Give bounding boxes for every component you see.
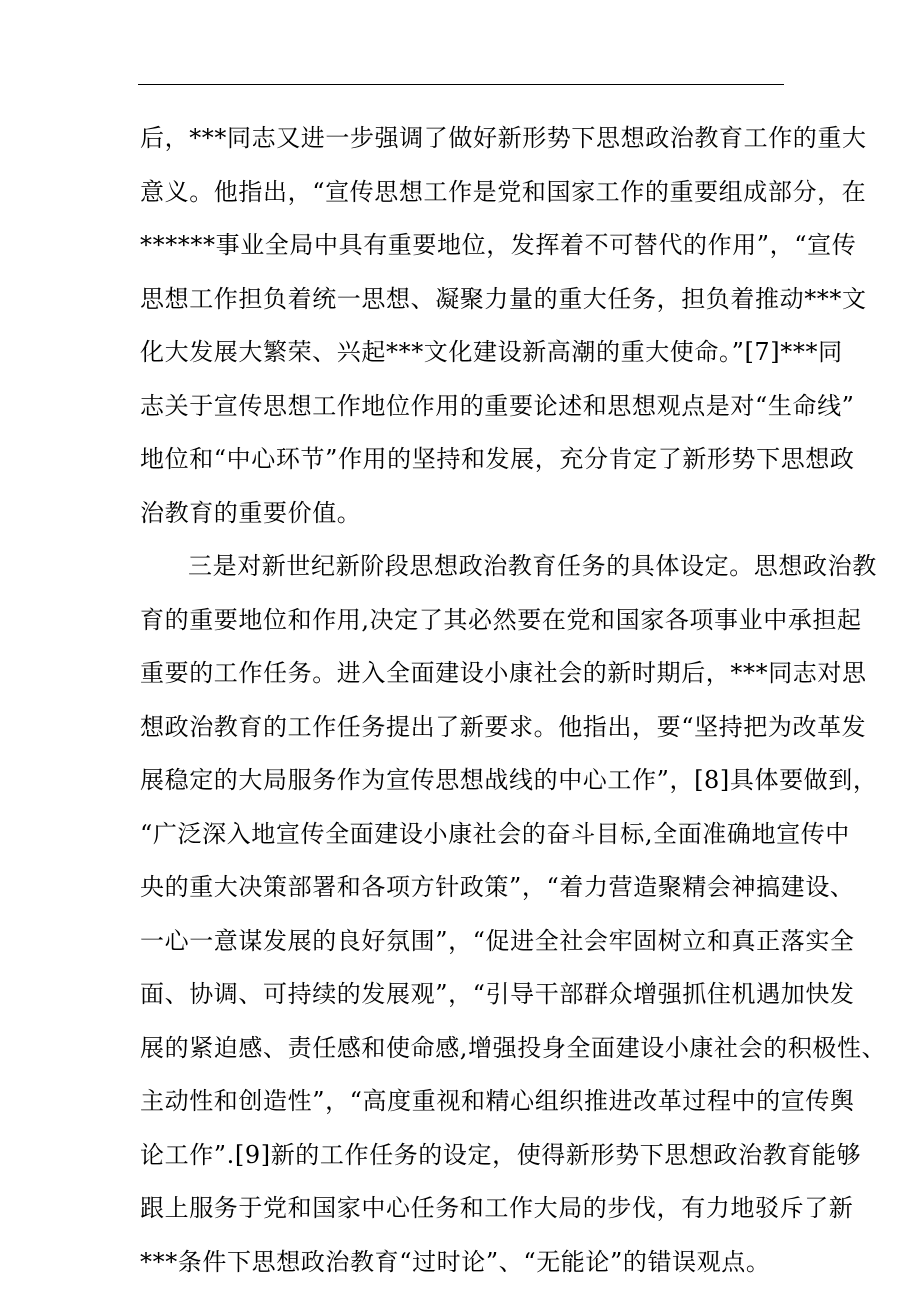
text-line: ***条件下思想政治教育“过时论”、“无能论”的错误观点。 [140,1247,771,1276]
text-line: 后，***同志又进一步强调了做好新形势下思想政治教育工作的重大 [140,124,867,152]
text-line: 意义。他指出，“宣传思想工作是党和国家工作的重要组成部分，在 [140,177,867,206]
body-text [140,112,887,1289]
text-line: 重要的工作任务。进入全面建设小康社会的新时期后，***同志对思 [140,659,867,687]
text-line: 思想工作担负着统一思想、凝聚力量的重大任务，担负着推动***文 [140,284,867,313]
text-line: ******事业全局中具有重要地位，发挥着不可替代的作用”，“宣传 [140,231,857,259]
paragraph-2 [140,540,887,1289]
text-line: 展的紧迫感、责任感和使命感,增强投身全面建设小康社会的积极性、 [140,1033,887,1062]
header-rule [138,84,784,85]
text-line: 志关于宣传思想工作地位作用的重要论述和思想观点是对“生命线” [140,391,855,420]
text-line: 地位和“中心环节”作用的坚持和发展，充分肯定了新形势下思想政 [140,445,855,473]
text-line: 治教育的重要价值。 [140,498,362,527]
text-line: 论工作”.[9]新的工作任务的设定，使得新形势下思想政治教育能够 [140,1140,862,1169]
text-line: 跟上服务于党和国家中心任务和工作大局的步伐，有力地驳斥了新 [140,1194,854,1222]
paragraph-1 [140,112,867,540]
text-line: 面、协调、可持续的发展观”，“引导干部群众增强抓住机遇加快发 [140,980,855,1008]
text-line: 一心一意谋发展的良好氛围”，“促进全社会牢固树立和真正落实全 [140,926,855,955]
text-line: 想政治教育的工作任务提出了新要求。他指出，要“坚持把为改革发 [140,712,867,741]
text-line: 主动性和创造性”，“高度重视和精心组织推进改革过程中的宣传舆 [140,1087,855,1115]
text-line: 央的重大决策部署和各项方针政策”，“着力营造聚精会神搞建设、 [140,873,855,901]
text-line: 三是对新世纪新阶段思想政治教育任务的具体设定。思想政治教 [188,552,877,580]
text-line: 育的重要地位和作用,决定了其必然要在党和国家各项事业中承担起 [140,605,862,634]
text-line: 展稳定的大局服务作为宣传思想战线的中心工作”，[8]具体要做到， [140,766,878,794]
text-line: 化大发展大繁荣、兴起***文化建设新高潮的重大使命。”[7]***同 [140,338,843,366]
text-line: “广泛深入地宣传全面建设小康社会的奋斗目标,全面准确地宣传中 [140,819,850,848]
